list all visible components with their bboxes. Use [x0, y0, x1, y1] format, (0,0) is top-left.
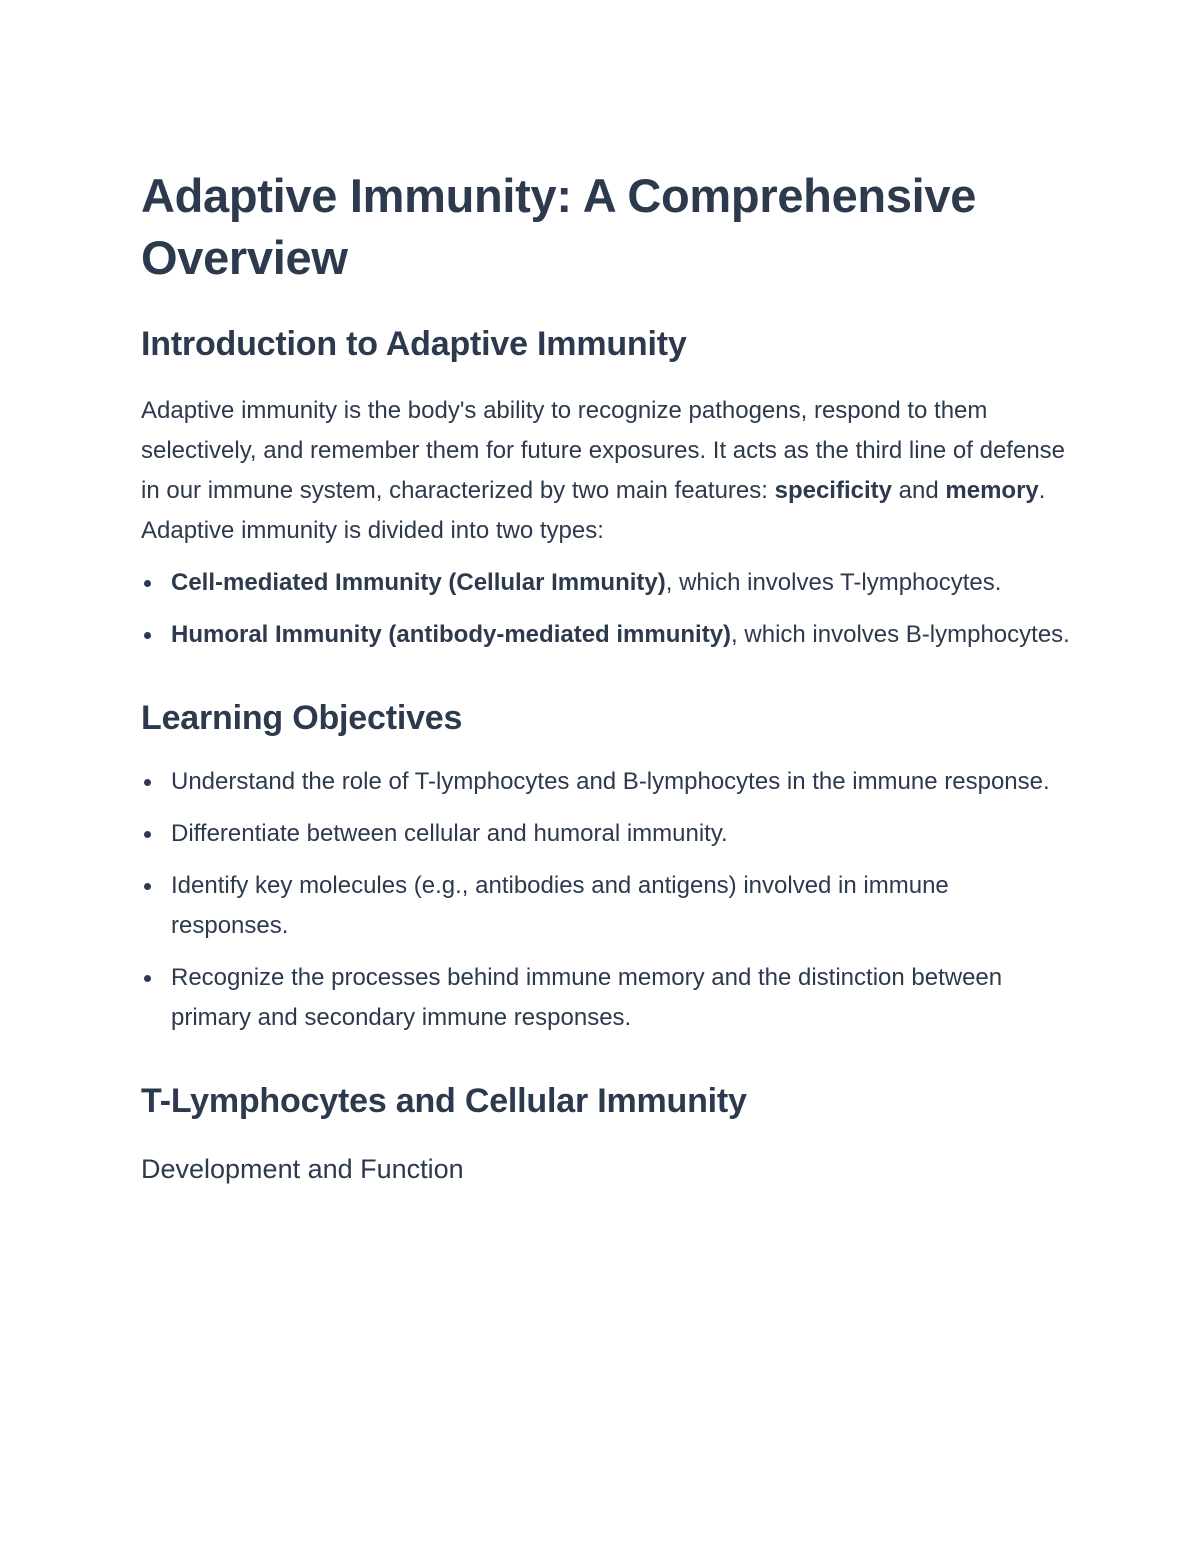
list-item-term: Humoral Immunity (antibody-mediated immunity): [171, 621, 732, 648]
intro-text-part: and: [891, 477, 946, 504]
learning-objectives-list: [141, 762, 1071, 1038]
intro-text-part: Adaptive immunity is the body's ability to recognize pathogens, respond to them selectively, and remember them for future exposures. It acts as the third line of defense in our immune system, characterized by two main features:: [141, 397, 1066, 504]
immunity-types-list: [141, 563, 1071, 655]
bullet-icon: [144, 779, 151, 786]
list-item-text: , which involves T-lymphocytes.: [665, 569, 1002, 596]
list-item: [141, 866, 1071, 946]
term-specificity: specificity: [774, 477, 892, 504]
subsection-heading-development-function: Development and Function: [141, 1154, 464, 1184]
bullet-icon: [144, 831, 151, 838]
document-title: Adaptive Immunity: A Comprehensive Overview: [141, 169, 977, 284]
section-heading-t-lymphocytes: T-Lymphocytes and Cellular Immunity: [141, 1082, 747, 1120]
section-heading-learning-objectives: Learning Objectives: [141, 699, 463, 737]
list-item: [141, 762, 1071, 802]
list-item-text: Recognize the processes behind immune memory and the distinction between primary and secondary immune responses.: [171, 964, 1003, 1031]
intro-paragraph: [141, 391, 1071, 551]
list-item-text: Understand the role of T-lymphocytes and B-lymphocytes in the immune response.: [171, 768, 1050, 795]
intro-text-part: . Adaptive immunity is divided into two types:: [141, 477, 1046, 544]
list-item-text: Differentiate between cellular and humoral immunity.: [171, 820, 728, 847]
bullet-icon: [144, 975, 151, 982]
section-heading-introduction: Introduction to Adaptive Immunity: [141, 325, 687, 363]
bullet-icon: [144, 580, 151, 587]
list-item-text: , which involves B-lymphocytes.: [731, 621, 1070, 648]
bullet-icon: [144, 632, 151, 639]
list-item: [141, 958, 1071, 1038]
document-page: [141, 165, 1071, 1187]
list-item: [141, 615, 1071, 655]
list-item: [141, 563, 1071, 603]
list-item-text: Identify key molecules (e.g., antibodies and antigens) involved in immune responses.: [171, 872, 949, 939]
bullet-icon: [144, 883, 151, 890]
list-item-term: Cell-mediated Immunity (Cellular Immunity): [171, 569, 666, 596]
list-item: [141, 814, 1071, 854]
term-memory: memory: [945, 477, 1039, 504]
